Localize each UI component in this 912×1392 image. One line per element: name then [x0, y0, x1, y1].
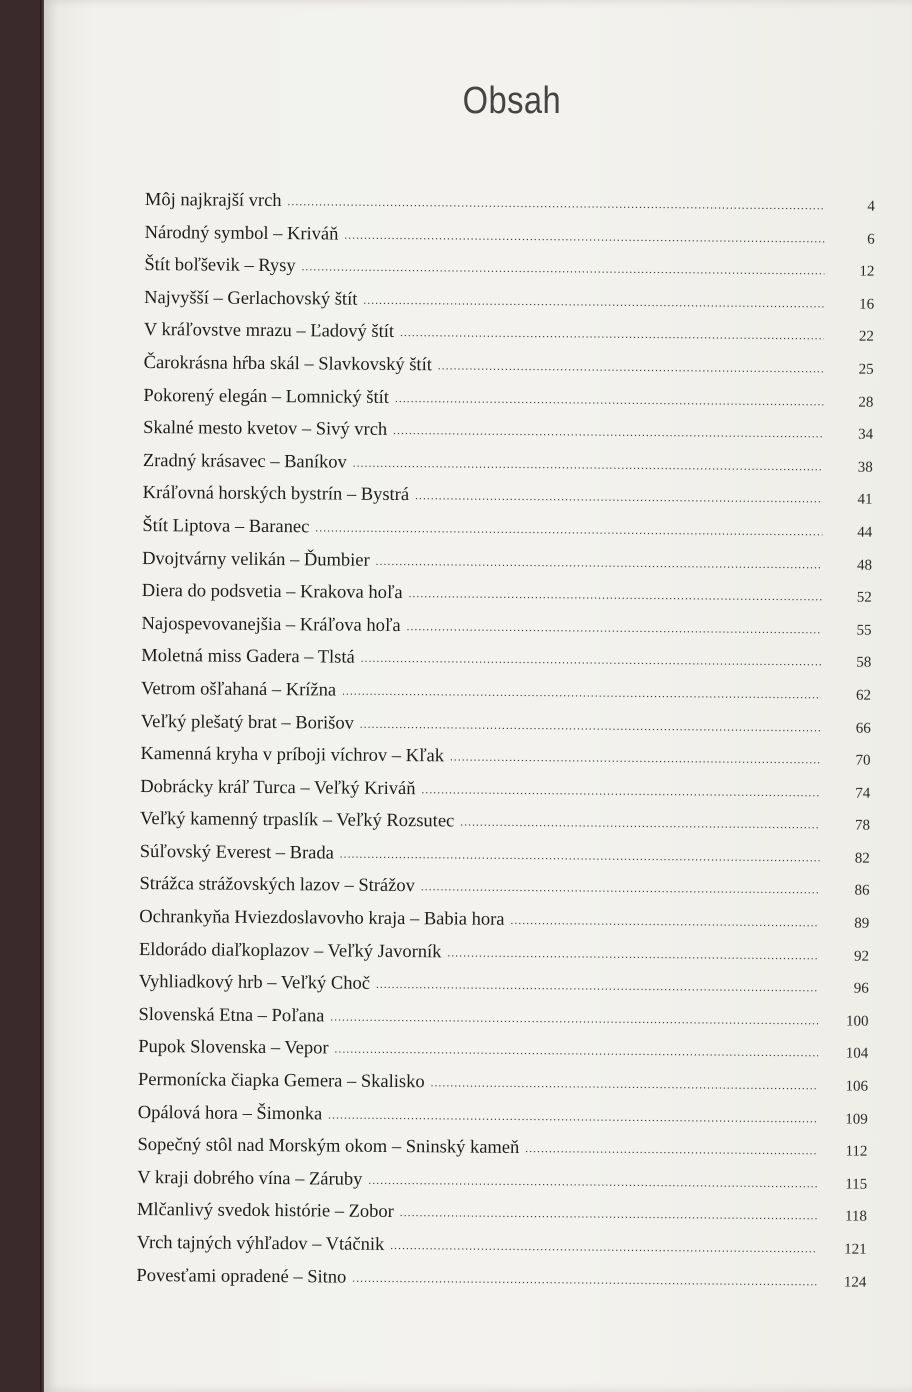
toc-entry-label: Dobrácky kráľ Turca – Veľký Kriváň — [140, 776, 416, 799]
dot-leader — [340, 848, 820, 864]
toc-entry-page-number: 41 — [857, 491, 873, 509]
dot-leader — [376, 979, 819, 994]
toc-entry-label: Najospevovanejšia – Kráľova hoľa — [141, 613, 401, 636]
dot-leader — [360, 718, 821, 734]
dot-leader — [315, 522, 822, 538]
toc-entry-label: Moletná miss Gadera – Tlstá — [141, 646, 355, 668]
toc-entry-label: Strážca strážovských lazov – Strážov — [139, 874, 415, 897]
toc-entry-label: Mlčanlivý svedok histórie – Zobor — [136, 1200, 394, 1223]
toc-entry-page-number: 22 — [858, 328, 874, 346]
toc-entry-page-number: 124 — [843, 1274, 867, 1291]
dot-leader — [447, 947, 819, 962]
toc-entry-label: Opálová hora – Šimonka — [137, 1102, 323, 1125]
toc-entry-label: Vyhliadkový hrb – Veľký Choč — [138, 972, 371, 995]
dot-leader — [363, 295, 824, 311]
toc-entry-page-number: 70 — [855, 752, 871, 769]
toc-entry-label: Štít Liptova – Baranec — [142, 515, 310, 538]
toc-entry-page-number: 34 — [858, 426, 874, 443]
dot-leader — [400, 327, 824, 342]
toc-entry-label: Pokorený elegán – Lomnický štít — [143, 385, 390, 408]
toc-entry-label: Veľký kamenný trpaslík – Veľký Rozsutec — [139, 809, 455, 832]
toc-entry-page-number: 86 — [854, 883, 870, 900]
toc-entry-page-number: 52 — [856, 589, 872, 606]
toc-entry-page-number: 12 — [859, 263, 875, 280]
dot-leader — [450, 752, 821, 767]
dot-leader — [407, 621, 822, 636]
dot-leader — [353, 457, 823, 473]
toc-entry-label: Eldorádo diaľkoplazov – Veľký Javorník — [138, 939, 442, 963]
dot-leader — [368, 1175, 817, 1191]
dot-leader — [288, 196, 825, 212]
toc-entry-page-number: 78 — [854, 817, 871, 834]
toc-entry-label: Vetrom ošľahaná – Krížna — [141, 678, 337, 701]
toc-entry-label: Skalné mesto kvetov – Sivý vrch — [143, 418, 388, 441]
toc-entry-page-number: 62 — [855, 687, 872, 704]
dot-leader — [431, 1077, 818, 1092]
dot-leader — [421, 784, 820, 799]
toc-entry-label: Dvojtvárny velikán – Ďumbier — [142, 548, 370, 571]
toc-entry-page-number: 38 — [857, 459, 873, 476]
toc-entry-label: V kraji dobrého vína – Záruby — [137, 1167, 363, 1190]
toc-entry-label: Ochrankyňa Hviezdoslavovho kraja – Babia hora — [139, 907, 505, 930]
dot-leader — [328, 1109, 818, 1125]
toc-entry-page-number: 96 — [853, 980, 869, 997]
toc-entry-label: Permonícka čiapka Gemera – Skalisko — [137, 1070, 425, 1093]
toc-entry-label: Najvyšší – Gerlachovský štít — [144, 287, 358, 310]
toc-entry-page-number: 28 — [858, 394, 874, 411]
toc-entry-page-number: 66 — [855, 720, 871, 737]
toc-entry-page-number: 82 — [854, 850, 870, 867]
dot-leader — [344, 229, 824, 245]
toc-entry-page-number: 48 — [857, 557, 873, 574]
toc-entry-label: V kráľovstve mrazu – Ľadový štít — [143, 320, 395, 343]
dot-leader — [390, 1240, 817, 1255]
toc-entry-page-number: 121 — [844, 1241, 867, 1258]
toc-entry-page-number: 6 — [867, 231, 875, 248]
dot-leader — [395, 393, 823, 408]
toc-entry-page-number: 118 — [844, 1208, 868, 1226]
toc-entry-label: Kamenná kryha v príboji víchrov – Kľak — [140, 744, 445, 767]
toc-entry-label: Čarokrásna hŕba skál – Slavkovský štít — [143, 352, 432, 376]
dot-leader — [352, 1272, 816, 1288]
toc-entry-page-number: 44 — [857, 524, 873, 541]
toc-entry — [136, 1266, 866, 1304]
toc-entry-label: Štít boľševik – Rysy — [144, 255, 296, 277]
toc-entry-label: Súľovský Everest – Brada — [139, 841, 334, 864]
table-of-contents — [136, 190, 875, 1304]
toc-entry-page-number: 4 — [867, 198, 875, 215]
dot-leader — [393, 425, 823, 440]
dot-leader — [376, 555, 822, 571]
toc-entry-page-number: 55 — [856, 622, 872, 639]
dot-leader — [415, 490, 823, 505]
dot-leader — [330, 1011, 818, 1027]
dot-leader — [409, 588, 822, 603]
toc-entry-label: Pupok Slovenska – Vepor — [138, 1037, 329, 1059]
dot-leader — [460, 817, 820, 832]
toc-entry-label: Vrch tajných výhľadov – Vtáčnik — [136, 1232, 385, 1255]
toc-entry-label: Slovenská Etna – Poľana — [138, 1004, 325, 1027]
dot-leader — [302, 261, 825, 277]
toc-entry-page-number: 74 — [855, 785, 871, 802]
toc-entry-page-number: 112 — [845, 1143, 868, 1160]
toc-entry-page-number: 115 — [845, 1176, 868, 1193]
toc-entry-label: Veľký plešatý brat – Borišov — [140, 711, 354, 734]
toc-entry-label: Môj najkrajší vrch — [144, 190, 282, 212]
toc-entry-label: Diera do podsvetia – Krakova hoľa — [141, 581, 403, 604]
toc-entry-page-number: 58 — [856, 654, 872, 672]
toc-entry-page-number: 16 — [859, 296, 875, 313]
toc-entry-label: Povesťami opradené – Sitno — [136, 1265, 347, 1288]
dot-leader — [421, 882, 820, 897]
dot-leader — [510, 915, 819, 929]
dot-leader — [525, 1143, 817, 1157]
toc-entry-label: Sopečný stôl nad Morským okom – Sninský kameň — [137, 1135, 520, 1159]
toc-entry-page-number: 106 — [845, 1078, 869, 1095]
dot-leader — [361, 653, 822, 669]
toc-entry-label: Kráľovná horských bystrín – Bystrá — [142, 483, 410, 506]
page-title: Obsah — [462, 80, 562, 122]
dot-leader — [400, 1207, 817, 1222]
dot-leader — [342, 685, 821, 701]
toc-entry-page-number: 25 — [858, 361, 874, 378]
toc-entry-page-number: 92 — [853, 948, 870, 965]
toc-entry-page-number: 104 — [845, 1045, 869, 1063]
dot-leader — [335, 1044, 819, 1060]
toc-entry-page-number: 89 — [854, 915, 870, 932]
toc-entry-label: Národný symbol – Kriváň — [144, 222, 339, 245]
toc-entry-page-number: 109 — [845, 1111, 868, 1128]
toc-entry-page-number: 100 — [845, 1013, 869, 1030]
toc-entry-label: Zradný krásavec – Baníkov — [142, 450, 347, 473]
dot-leader — [438, 360, 824, 375]
